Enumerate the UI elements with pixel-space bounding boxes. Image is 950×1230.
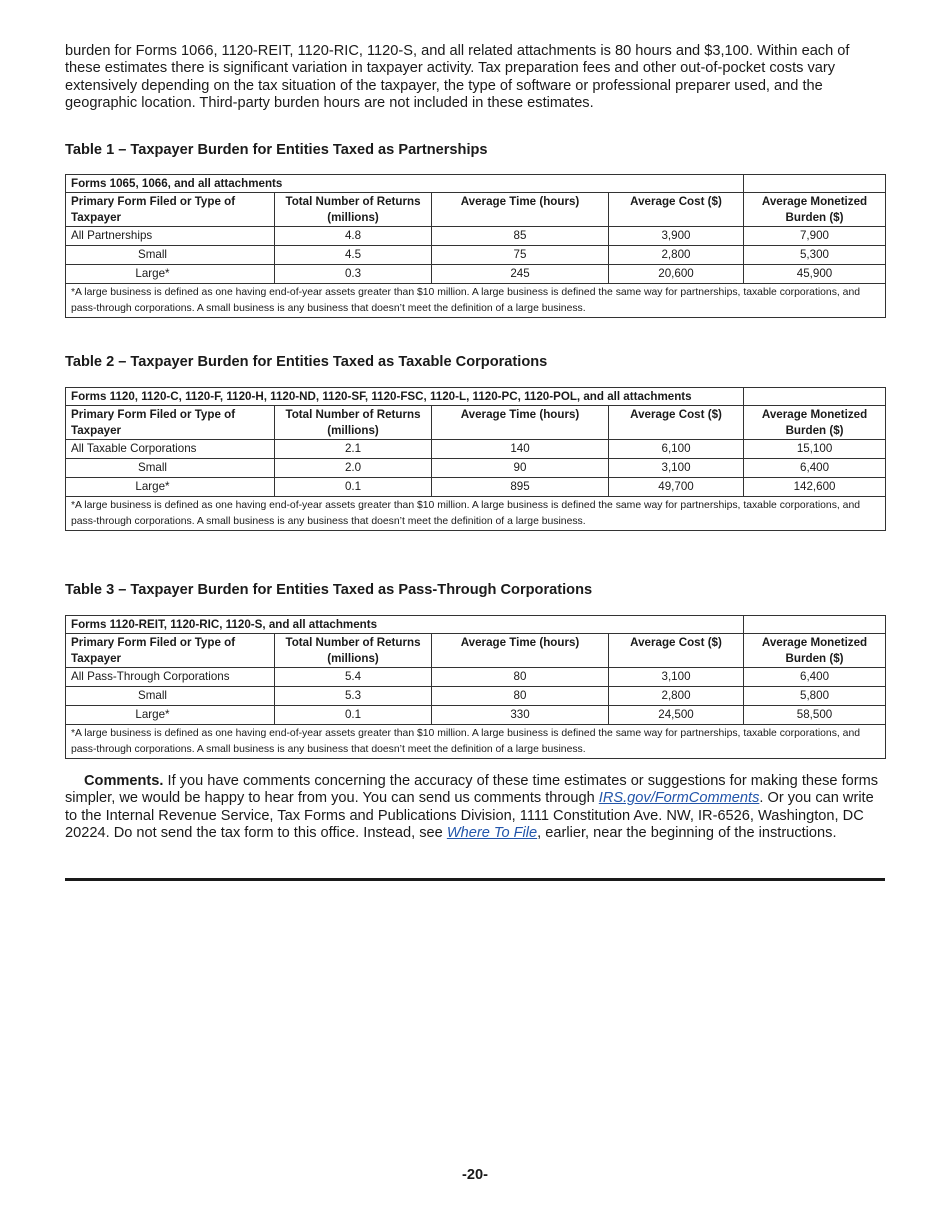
header-avg-time: Average Time (hours) — [432, 406, 609, 440]
table-row — [66, 687, 886, 706]
cell-monetized: 6,400 — [744, 668, 886, 687]
cell-time: 80 — [432, 687, 609, 706]
table1-partnerships — [65, 174, 886, 318]
row-label: Large* — [66, 706, 275, 725]
cell-returns: 4.8 — [275, 227, 432, 246]
table-forms-row — [66, 388, 886, 406]
cell-cost: 3,100 — [609, 668, 744, 687]
header-primary-form: Primary Form Filed or Type of Taxpayer — [66, 406, 275, 440]
header-total-returns: Total Number of Returns (millions) — [275, 634, 432, 668]
cell-returns: 5.4 — [275, 668, 432, 687]
cell-returns: 5.3 — [275, 687, 432, 706]
table-row — [66, 227, 886, 246]
table2-taxable-corporations — [65, 387, 886, 531]
blank-cell — [744, 388, 886, 406]
comments-text-1: If you have comments concerning the accuracy of these time estimates or suggestions for making these forms simpler, we would be happy to hear from you. You can send us comments through — [65, 773, 879, 807]
row-label: All Taxable Corporations — [66, 440, 275, 459]
row-label: All Partnerships — [66, 227, 275, 246]
cell-time: 85 — [432, 227, 609, 246]
cell-returns: 4.5 — [275, 246, 432, 265]
cell-cost: 20,600 — [609, 265, 744, 284]
cell-cost: 2,800 — [609, 246, 744, 265]
table-row — [66, 246, 886, 265]
cell-cost: 3,900 — [609, 227, 744, 246]
cell-cost: 49,700 — [609, 478, 744, 497]
table-row — [66, 459, 886, 478]
cell-time: 80 — [432, 668, 609, 687]
intro-paragraph: burden for Forms 1066, 1120-REIT, 1120-RIC, 1120-S, and all related attachments is 80 hours and $3,100. Within each of these estimates there is significant variation in taxpayer activity. Tax preparation fees and other out-of-pocket costs vary extensively depending on the tax situation of the taxpayer, the type of software or professional preparer used, and the geographic location. Third-party burden hours are not included in these estimates. — [65, 43, 850, 111]
table-row — [66, 265, 886, 284]
table3-title: Table 3 – Taxpayer Burden for Entities Taxed as Pass-Through Corporations — [65, 582, 593, 598]
forms-label: Forms 1065, 1066, and all attachments — [66, 175, 744, 193]
cell-cost: 2,800 — [609, 687, 744, 706]
cell-returns: 0.1 — [275, 478, 432, 497]
row-label: Large* — [66, 478, 275, 497]
table2-title: Table 2 – Taxpayer Burden for Entities Taxed as Taxable Corporations — [65, 354, 548, 370]
table-forms-row — [66, 175, 886, 193]
cell-cost: 24,500 — [609, 706, 744, 725]
form-comments-link[interactable]: IRS.gov/FormComments — [598, 790, 760, 807]
header-avg-time: Average Time (hours) — [432, 193, 609, 227]
cell-returns: 2.0 — [275, 459, 432, 478]
table1-title: Table 1 – Taxpayer Burden for Entities Taxed as Partnerships — [65, 142, 488, 158]
cell-time: 140 — [432, 440, 609, 459]
table-row — [66, 668, 886, 687]
table-header-row — [66, 634, 886, 668]
cell-monetized: 142,600 — [744, 478, 886, 497]
where-to-file-link[interactable]: Where To File — [446, 824, 538, 841]
header-avg-monetized: Average Monetized Burden ($) — [744, 406, 886, 440]
cell-time: 895 — [432, 478, 609, 497]
comments-heading: Comments. — [84, 773, 164, 789]
table-forms-row — [66, 616, 886, 634]
table-footnote: *A large business is defined as one having end-of-year assets greater than $10 million. A large business is defined the same way for partnerships, taxable corporations, and pass-through corporations. A small business is any business that doesn’t meet the definition of a large business. — [66, 284, 886, 318]
table-footnote-row — [66, 725, 886, 759]
table-row — [66, 478, 886, 497]
cell-time: 330 — [432, 706, 609, 725]
header-avg-cost: Average Cost ($) — [609, 193, 744, 227]
cell-monetized: 7,900 — [744, 227, 886, 246]
row-label: Small — [66, 246, 275, 265]
cell-monetized: 5,300 — [744, 246, 886, 265]
row-label: All Pass-Through Corporations — [66, 668, 275, 687]
cell-cost: 3,100 — [609, 459, 744, 478]
section-divider — [65, 878, 885, 881]
table-footnote: *A large business is defined as one having end-of-year assets greater than $10 million. A large business is defined the same way for partnerships, taxable corporations, and pass-through corporations. A small business is any business that doesn’t meet the definition of a large business. — [66, 497, 886, 531]
blank-cell — [744, 175, 886, 193]
document-page — [65, 0, 885, 1183]
row-label: Large* — [66, 265, 275, 284]
comments-text-2: . Or you can write to the Internal Revenue Service, Tax Forms and Publications Division, 1111 Constitution Ave. NW, IR-6526, Washington, DC 20224. Do not send the tax form to this office. Instead, see — [65, 790, 874, 841]
cell-time: 75 — [432, 246, 609, 265]
row-label: Small — [66, 459, 275, 478]
cell-cost: 6,100 — [609, 440, 744, 459]
table-footnote: *A large business is defined as one having end-of-year assets greater than $10 million. A large business is defined the same way for partnerships, taxable corporations, and pass-through corporations. A small business is any business that doesn’t meet the definition of a large business. — [66, 725, 886, 759]
header-avg-monetized: Average Monetized Burden ($) — [744, 193, 886, 227]
cell-monetized: 45,900 — [744, 265, 886, 284]
cell-monetized: 5,800 — [744, 687, 886, 706]
comments-paragraph — [65, 773, 885, 842]
forms-label: Forms 1120, 1120-C, 1120-F, 1120-H, 1120-ND, 1120-SF, 1120-FSC, 1120-L, 1120-PC, 1120-POL, and all attachments — [66, 388, 744, 406]
header-total-returns: Total Number of Returns (millions) — [275, 406, 432, 440]
row-label: Small — [66, 687, 275, 706]
page-number: -20- — [462, 1167, 488, 1183]
cell-monetized: 6,400 — [744, 459, 886, 478]
table-row — [66, 440, 886, 459]
table-row — [66, 706, 886, 725]
cell-returns: 0.3 — [275, 265, 432, 284]
cell-monetized: 58,500 — [744, 706, 886, 725]
table-header-row — [66, 406, 886, 440]
cell-monetized: 15,100 — [744, 440, 886, 459]
cell-time: 90 — [432, 459, 609, 478]
table3-pass-through-corporations — [65, 615, 886, 759]
header-avg-monetized: Average Monetized Burden ($) — [744, 634, 886, 668]
header-primary-form: Primary Form Filed or Type of Taxpayer — [66, 634, 275, 668]
table-footnote-row — [66, 497, 886, 531]
table-header-row — [66, 193, 886, 227]
header-avg-cost: Average Cost ($) — [609, 406, 744, 440]
cell-time: 245 — [432, 265, 609, 284]
header-avg-cost: Average Cost ($) — [609, 634, 744, 668]
table-footnote-row — [66, 284, 886, 318]
cell-returns: 2.1 — [275, 440, 432, 459]
header-avg-time: Average Time (hours) — [432, 634, 609, 668]
header-total-returns: Total Number of Returns (millions) — [275, 193, 432, 227]
cell-returns: 0.1 — [275, 706, 432, 725]
forms-label: Forms 1120-REIT, 1120-RIC, 1120-S, and all attachments — [66, 616, 744, 634]
blank-cell — [744, 616, 886, 634]
header-primary-form: Primary Form Filed or Type of Taxpayer — [66, 193, 275, 227]
comments-text-3: , earlier, near the beginning of the instructions. — [537, 824, 837, 841]
